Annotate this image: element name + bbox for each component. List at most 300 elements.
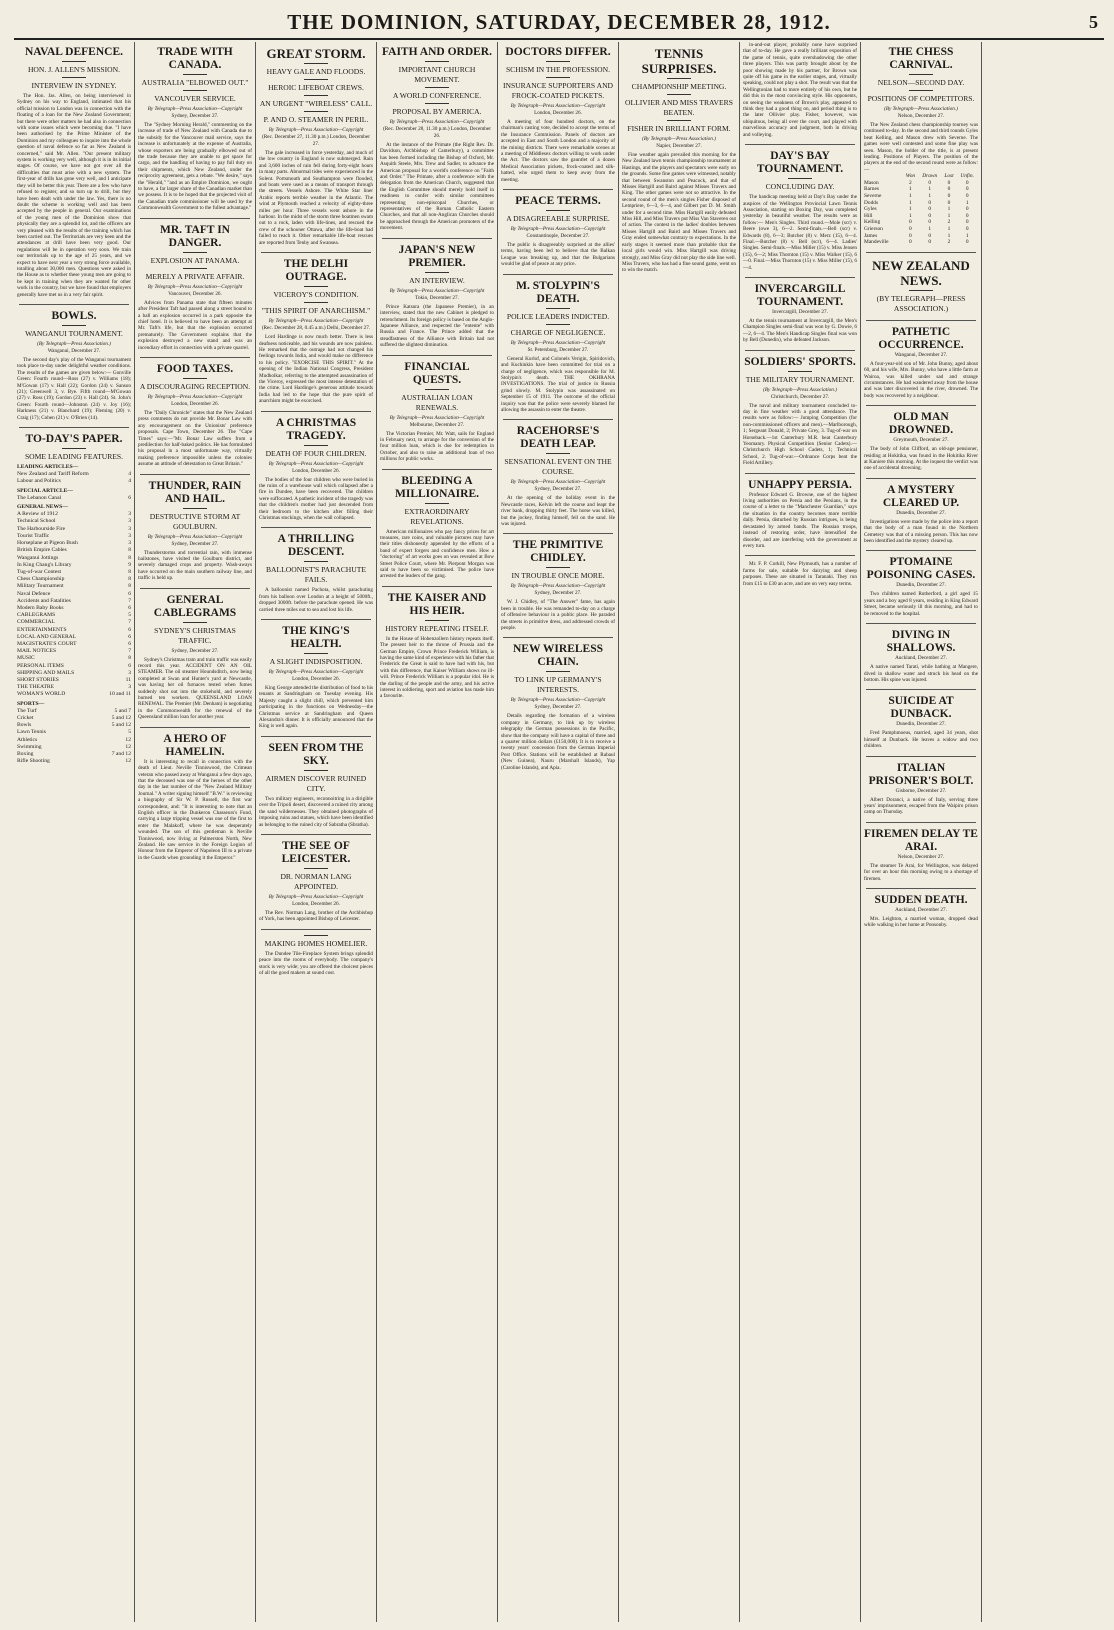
article [259,935,373,977]
article [138,480,252,582]
headline-rule [425,503,449,504]
article-headline: RACEHORSE'S DEATH LEAP. [516,425,600,451]
table-header-cell: Lost [944,173,954,180]
article-dateline: Nelson, December 27. [897,853,945,860]
article-subheading: VANCOUVER SERVICE. [154,94,236,103]
headline-rule [62,325,86,326]
article-byline: By Telegraph—Press Association—Copyright [147,106,243,112]
article-body: Two children named Rutherford, a girl aged 15 years and a boy aged 8 years, residing in King Edward Street, became seriously ill this morning, and had to be removed to the hospital. [864,591,978,617]
index-item-page: 11 [125,676,131,683]
article-body: A balloonist named Pachota, whilst parachuting from his balloon over London at a height of 5000ft., dropped 3000ft. before the parachute opened. He was carried three miles out to sea and lost his life. [259,587,373,613]
index-item [17,729,131,736]
article [259,258,373,404]
index-item-page: 4 [128,478,131,485]
article-body: Thunderstorms and torrential rain, with immense hailstones, have visited the Goulburn district, and severely damaged crops and property. Wash-aways have occurred on the main southern railway line, and traffic is held up. [138,549,252,582]
article-byline: By Telegraph—Press Association—Copyright [510,697,606,704]
article-subheading: DEATH OF FOUR CHILDREN. [265,448,367,458]
article-body: A meeting of four hundred doctors, on the chairman's casting vote, decided to accept the terms of the Insurance Commission. Panels of doctors are accepted in East and South London and a majority of the mining districts. There were remarkable scenes at a meeting of Middlesex doctors willing to work under the Act. The doctors saw the gauntlet of a dozen Medical Association pickets, frock-coated and silk-hatted, who urged them to keep away from the meeting. [501,119,615,183]
headline-rule [62,77,86,78]
table-cell: Mason [864,179,879,186]
article [380,46,494,232]
article [138,733,252,862]
table-cell: 0 [947,179,951,186]
article-body: Professor Edward G. Browne, one of the highest living authorities on Persia and the Persians, in the course of a letter to the "Manchester Guardian," says the situation in the country becomes more terrible daily. Persia, disturbed by Russian intrigues, is being devastated by armed bands. The Russian troops, instead of restoring order, have intensified the disorder, and are interfering with the government at every turn. [743,491,857,549]
table-cell: 0 [909,219,912,226]
index-item-label: Rifle Shooting [17,758,50,765]
article [864,326,978,399]
index-item-label: The Lebanon Canal [17,494,62,501]
headline-rule [425,272,449,273]
headline-rule [304,63,328,64]
article-headline: SUDDEN DEATH. [874,893,968,906]
newspaper-title: THE DOMINION, SATURDAY, DECEMBER 28, 1912. [287,10,831,34]
index-item-page: 7 [128,597,131,604]
table-cell: Kelling [864,219,881,226]
article-headline: M. STOLYPIN'S DEATH. [516,279,600,305]
headline-rule [425,620,449,621]
article [743,356,857,467]
table-header-cell: Unfin. [960,173,974,180]
headline-rule [909,74,933,75]
article-separator [866,689,976,690]
article-separator [140,218,250,219]
article [259,46,373,246]
index-item-label: WOMAN'S WORLD [17,691,66,698]
table-cell: James [864,232,878,239]
index-item [17,641,131,648]
article-headline: INVERCARGILL TOURNAMENT. [754,282,846,308]
headline-rule [304,445,328,446]
index-item [17,533,131,540]
table-cell: 0 [909,226,912,232]
article-subheading: AUSTRALIAN LOAN RENEWALS. [401,392,473,412]
headline-rule [667,78,691,79]
article-dateline: Constantinople, December 27. [526,233,590,240]
index-item-label: Accidents and Fatalities [17,597,71,604]
article-body: General Kurlof, and Colonels Verigin, Spiridovich, and Kuchinkin have been committed for trial on a charge of negligence, which was responsible for M. Stolypin's death. THE OKHRANA INVESTIGATIONS. The trial of justice in Russia grind slowly. M. Stolypin was assassinated on September 15 of 1911. The outcome of the official inquiry was that the police were severely blamed for allowing the assassin to enter the theatre. [501,355,615,413]
table-cell: 1 [965,232,969,239]
table-cell: 0 [928,212,932,219]
page-number: 5 [1089,12,1098,32]
column-8 [861,42,982,1622]
article [138,363,252,468]
article-separator [261,619,371,620]
headline-rule [425,61,449,62]
article-headline: DIVING IN SHALLOWS. [886,629,956,655]
column-7 [740,42,861,1622]
index-item [17,634,131,641]
article [864,556,978,617]
index-item [17,758,131,765]
index-item [17,605,131,612]
article-dateline: Wanganui, December 27. [894,351,948,358]
headline-rule [304,770,328,771]
article-dateline: Auckland, December 27. [895,655,947,662]
article-dateline: Dunedin, December 27. [896,721,946,728]
index-item-label: Lawn Tennis [17,729,46,736]
article-headline: A HERO OF HAMELIN. [163,732,227,758]
index-item-page: 8 [128,568,131,575]
article-subheading: "THIS SPIRIT OF ANARCHISM." [261,306,371,316]
table-cell: 1 [909,186,912,193]
index-item-page: 5 and 12 [111,722,131,729]
article [259,625,373,730]
article [380,475,494,580]
article-byline: (By Telegraph—Press Association.) [642,136,716,142]
article-subheading: A WORLD CONFERENCE. [392,91,482,100]
article [864,258,978,314]
index-item-page: 6 [128,640,131,647]
index-item-label: British Empire Cables [17,547,67,554]
article-body: The Dundee Tile-Fireplace System brings splendid peace into the rooms of everybody. The company's stock is very wide; you are offered the choicest pieces of all the good makers at sound cost. [259,950,373,976]
article-subheading: A DISAGREEABLE SURPRISE. [506,214,610,224]
article-headline: THE KING'S HEALTH. [282,625,350,651]
article-subheading: A DISCOURAGING RECEPTION. [139,381,251,391]
article-headline: GREAT STORM. [266,46,366,61]
article [501,280,615,414]
article-dateline: Greymouth, December 27. [893,437,949,444]
article-separator [382,469,492,470]
article-separator [382,355,492,356]
article-body: The Victorian Premier, Mr. Watt, sails for England in February next, to arrange for the conversion of the four million loan, which is due for redemption in October, and also to raise an additional loan of two millions for public works. [380,430,494,463]
headline-rule [183,74,207,75]
article-dateline: Sydney, December 27. [171,647,219,654]
article-subheading: A SLIGHT INDISPOSITION. [269,657,363,667]
article-headline: THE SEE OF LEICESTER. [281,839,351,865]
article-separator [745,473,855,474]
index-item [17,518,131,525]
article-subheading: SYDNEY'S CHRISTMAS TRAFFIC. [154,625,236,645]
table-cell: Severne [864,193,882,200]
headline-rule [183,508,207,509]
index-item-page: 6 [128,494,131,501]
headline-rule [667,94,691,95]
article-subheading: CHARGE OF NEGLIGENCE. [510,327,606,337]
article [501,539,615,631]
article-body: Details regarding the formation of a wireless company in Germany, to link up by wireless telegraphy the German possessions in the Pacific, show that the company will have a capital of three and a quarter million dollars (£150,000). It is to receive a twenty years' concession from the German Imperial Post Office. Stations will be established at Rabaul (New Guinea), Nauru (Marshall Islands), Yap (Caroline Islands), and Apia. [501,713,615,771]
index-item [17,670,131,677]
index-item [17,526,131,533]
article-separator [503,274,613,275]
article-dateline: London, December 26. [292,900,340,907]
table-cell: 0 [965,212,969,219]
article-headline: BOWLS. [51,310,97,322]
article-headline: DAY'S BAY TOURNAMENT. [756,150,844,176]
column-5 [498,42,619,1622]
article-subheading: VICEROY'S CONDITION. [273,290,359,300]
article-subheading: INTERVIEW IN SYDNEY. [31,81,117,90]
article-headline: PTOMAINE POISONING CASES. [866,556,976,582]
article-separator [866,320,976,321]
article-headline: MR. TAFT IN DANGER. [160,223,230,249]
article-subheading: OLLIVIER AND MISS TRAVERS BEATEN. [625,98,733,117]
article-headline: FINANCIAL QUESTS. [404,360,470,386]
article-dateline: Christchurch, December 27. [770,393,830,400]
table-cell: 1 [909,193,912,200]
table-cell: 2 [947,239,951,246]
index-item [17,569,131,576]
article-body: Mrs. Leighton, a married woman, dropped dead while walking in her home at Ponsonby. [864,915,978,929]
article-separator [261,929,371,930]
column-9 [982,42,1103,1622]
index-item [17,627,131,634]
article [743,561,857,587]
table-cell: Hill [864,212,873,219]
table-cell: 0 [965,186,969,193]
article-separator [745,144,855,145]
index-item-label: Technical School [17,518,56,525]
table-header-row [864,173,978,180]
article-byline: By Telegraph—Press Association—Copyright [147,393,243,400]
article-body: In the House of Hohenzollern history repeats itself. The present heir to the throne of Prussia and the German Empire, Crown Prince Frederick William, is having the same kind of experience with his father that Frederick the Great is said to have had with his, but with this difference, that Kaiser William shows no ill-will. Prince Frederick William is a popular idol. He is the darling of the people and the army, and his active interest in soldiering, sport and aviation has made him a favourite. [380,635,494,700]
article-byline: By Telegraph—Press Association—Copyright [389,119,485,125]
index-item-page: 5 and 12 [111,714,131,721]
article-subheading: HEROIC LIFEBOAT CREWS. [268,83,364,92]
article-subheading: HEAVY GALE AND FLOODS. [266,67,366,76]
article-body: W. J. Chidley, of "The Answer" fame, has again been in trouble. He was remanded to-day on a charge of offensive behaviour in a public place. He paraded the streets in primitive dress, and addressed crowds of people. [501,599,615,631]
article [138,224,252,351]
article-body: Sydney's Christmas tram and train traffic was easily record this year. ACCIDENT ON AN OIL STEAMER. The oil steamer Houndsditch, now being completed at Swan and Hunter's yard at Newcastle, was having her oil furnaces tested when fumes suddenly shot out into the stokehold, and severely burned ten workers. QUEENSLAND LOAN RENEWAL. The Premier (Mr. Denham) is negotiating in the Commonwealth for the renewal of the Queensland million loan for another year. [138,656,252,721]
index-item-label: SHIPPING AND MAILS [17,669,75,676]
index-item [17,715,131,722]
index-item [17,540,131,547]
article-body: At the instance of the Primate (the Right Rev. Dr. Davidson, Archbishop of Canterbury), a committee has been formed including the Bishop of Oxford, Mr. Asquith Steele, Mrs. Trew and Sadler, to advance the American proposal for a world's conference on "Faith and Order." The Primate, after a conference with the delegation from the American Church, suggested that the English Committee should merely hold itself in readiness to confer with similar committees representing non-episcopal Churches, or representatives of the Roman Catholic Eastern Churches, and that all non-Anglican Churches should be approached through the American promoters of the movement. [380,142,494,232]
article [864,484,978,545]
article [864,46,978,246]
article-dateline: Sydney, December 27. [534,486,582,493]
article-body: The Hon. Jas. Allen, on being interviewed in Sydney on his way to England, intimated that his official mission to London was in connection with the floating of a loan for the New Zealand Government; but there were other matters he had also in connection with some issues which were becoming due. "I have been authorised by the Prime Minister of the Dominion and my colleagues to inquire into the whole question of naval defence so far as New Zealand is concerned," said Mr. Allen. "Our present military system is working very well, although it is in its initial stages. Of course, we have not got over all the difficulties that must arise with a new system. The first-year of drills has gone very well, and I anticipate they will be better this year. There are a few who have refused to register, and so turn up to drill, but they have been dealt with under the law. Yes, there is no doubt the scheme is working well and has been accepted by the people in general. Our examinations of the young men of the Dominion show that physically they are a splendid lot, and the officers are very pleased with the results of the training which has been carried out. The Territorials are very keen and the attendances at drill have been very good. Our regulations will be in operation very soon. We train our territorials up to the age of 25 years, and we expect to have next year a very strong force available, totalling about 30,000 men. Questions were asked in the House as to whether these young men are going to be kept in training when they are wanted for other work in the country, but we have found that employers generally have met us in a very fair spirit. [17,93,131,298]
index-item-label: Tourist Traffic [17,532,50,539]
table-cell: 1 [909,199,912,206]
article [259,742,373,828]
article-body: Prince Katsura (the Japanese Premier), in an interview, stated that the new Cabinet is pledged to retrenchment. Its foreign policy is based on the Anglo-Japanese Alliance, and respected the "entente" with Russia and France. The Prince added that the steadfastness of the Alliance with Britain had not suffered the slightest diminution. [380,303,494,349]
article-subheading: EXPLOSION AT PANAMA. [150,255,240,265]
headline-rule [304,561,328,562]
index-group-title: SPECIAL ARTICLE— [17,487,73,494]
headline-rule [183,90,207,91]
article-dateline: London, December 26. [292,676,340,683]
article-dateline: (Rec. December 27, 11.30 p.m.) London, December 27. [262,134,370,147]
article-separator [866,252,976,253]
article-dateline: Invercargill, December 27. [772,308,828,315]
article-dateline: Melbourne, December 27. [409,421,465,428]
table-row [864,213,978,220]
article [501,195,615,268]
article-byline: By Telegraph—Press Association—Copyright [268,669,364,676]
article-separator [261,834,371,835]
article-subheading: INSURANCE SUPPORTERS AND FROCK-COATED PICKETS. [502,81,614,100]
index-item [17,691,131,698]
article-body: The bodies of the four children who were buried in the ruins of a warehouse wall which collapsed after a fire in Dundee, have been recovered. The children were suffocated. A pathetic incident of the tragedy was that the children's mother had just descended from their bedroom to the kitchen after filling their Christmas stockings, when the wall collapsed. [259,476,373,521]
table-header-cell: Drawn [922,173,938,180]
headline-rule [909,90,933,91]
article-subheading: AN INTERVIEW. [409,275,465,285]
article-headline: DOCTORS DIFFER. [505,46,611,58]
article-body: The second day's play of the Wanganui tournament took place to-day under delightful weather conditions. The results of the games are given below:— Gonville Green: Fourth round—Ross (27) v. Williams (18); M'Gowan (17) v. Hall (22); Gordon (24) v. Sanson (21); Greenwell 3, v. Bye. Fifth round—M'Gowan (27) v. Ross (19); Gordon (23) v. Hall (24). St. John's Green: Fourth round—Johnston (24) v. Joy (16); Harkness (21) v. Blanchard (19); Fleming (20) v. Craig (17); Cohen (21) v. O'Brien (14). [17,357,131,421]
index-item-page: 6 [128,604,131,611]
headline-rule [788,178,812,179]
article-body: It is interesting to recall in connection with the death of Lieut. Neville Tinniswood, the Crimean veteran who passed away at Wanganui a few days ago, that the deceased was one of the heroes of the other day in the last number of the "New Zealand Military Journal." A writer signing himself "B.W." is reviewing a biography of Sir W. P. Russell, the first war correspondent, and: "It is interesting to note that an English officer in the Dunkeron Chasseurs's Fund, carrying a large tripping vessel was one of the first to enter the Malakoff, where he was desperately wounded. The son of this gentleman is Neville Tinniswood, now living at Palmerston North, New Zealand. He saw service in the Foreign Legion of Honour from the Emperor of Napoleon III to a private in the Guards when grounding it the Emperor." [138,758,252,861]
article [259,533,373,613]
index-item [17,722,131,729]
article-subheading: SOME LEADING FEATURES. [24,452,124,462]
index-item-page: 10 and 11 [109,691,131,698]
index-item [17,677,131,684]
article-subheading: AUSTRALIA "ELBOWED OUT." [141,78,249,87]
index-item-page: 3 [128,518,131,525]
article-dateline: Tokio, December 27. [415,294,459,301]
article-separator [503,637,613,638]
article-subheading: SCHISM IN THE PROFESSION. [505,65,611,74]
index-item-page: 8 [128,583,131,590]
article-byline: By Telegraph—Press Association—Copyright [147,533,243,540]
article-headline: ITALIAN PRISONER'S BOLT. [868,761,974,787]
article-dateline: Vancouver, December 26. [168,290,222,297]
index-item-label: SHORT STORIES [17,676,59,683]
index-item [17,511,131,518]
article [138,594,252,721]
headline-rule [546,671,570,672]
article-headline: THE PRIMITIVE CHIDLEY. [512,539,604,565]
article-subheading: (BY TELEGRAPH—PRESS ASSOCIATION.) [876,293,966,313]
article-body: The handicap meeting held at Day's Bay under the auspices of the Wellington Provincial Lawn Tennis Association, starting on Boxing Day, was completed yesterday in beautiful weather. The results were as follow:— Men's Singles. Third round.—Mole (scr) v. Beere (owe 3), 6—2. Semi-finals.—Bell (scr) v. Edwards (8), 6—3; Butcher (8) v. Merz (15), 6—4. Final.—Butcher (8) v. Bell (scr), 6—4. Ladies' Singles. Semi-finals.—Miss Miller (15) v. Miss Jensen (15), 6—2; Miss Thornton (15) v. Miss Walker (15), 6—0. Final.—Miss Thornton (15) v. Miss Miller (15), 6—4. [743,194,857,271]
article-headline: TENNIS SURPRISES. [641,46,717,76]
article-subheading: CONCLUDING DAY. [765,182,835,192]
article-byline: By Telegraph—Press Association—Copyright [510,226,606,233]
article-body: Fred Pamphmoeus, married, aged 34 years, shot himself at Dunback. He leaves a widow and two children. [864,730,978,750]
headline-rule [304,95,328,96]
headline-rule [546,567,570,568]
headline-rule [304,111,328,112]
index-item-label: Military Tournament [17,583,64,590]
index-item [17,598,131,605]
headline-rule [183,252,207,253]
article-byline: By Telegraph—Press Association—Copyright [268,318,364,325]
index-item-label: A Review of 1912 [17,511,58,518]
headline-rule [546,453,570,454]
table-cell: 0 [965,239,969,246]
index-item-page: 7 and 12 [111,750,131,757]
table-cell: Gyles [864,206,877,213]
article-byline: By Telegraph—Press Association—Copyright [510,583,606,590]
article-subheading: AN URGENT "WIRELESS" CALL. [259,99,373,108]
article [380,244,494,349]
article [864,695,978,749]
article-body: The naval and military tournament concluded to-day in fine weather with a good attendance. The results were as follow:— Jumping Competition (for non-commissioned officers and men).—Marlborough, 1; Sergeant Donald, 2; Private Grey, 3. Tug-of-war on Horseback.—1st Canterbury M.R. beat Canterbury Yeomanry. Physical Competition (Senior Cadets).—Christchurch High School Cadets, 1; Technical School, 2. Tug-of-war.—Ordnance Corps beat the Field Artillery. [743,402,857,467]
article-body: in-and-out player, probably none have surprised that of to-day. He gave a really brilliant exposition of the game of tennis, quite overshadowing the other three players. This was partly brought about by the poor showing made by his partner, for Brown was quite off his game in the earlier stages, and, virtually speaking, could not play a shot. The result was that the Wellingtonian had to more entirely of his own, but he did this in the most convincing style. His opponents, on seeing the weakness of Brown's play, appeared to think they had a good thing on, and period thing is to the later Ollivier play. Fisher, however, was ubiquitous, being all over the court, and played with marvellous accuracy and judgment, both in driving and volleying. [743,42,857,138]
article-dateline: Sydney, December 27. [171,540,219,547]
article-headline: A THRILLING DESCENT. [277,533,355,559]
article-byline: By Telegraph—Press Association—Copyright [268,460,364,467]
article-headline: A MYSTERY CLEARED UP. [882,483,960,509]
article-dateline: Dunedin, December 27. [896,582,946,589]
article-separator [866,550,976,551]
article [864,411,978,472]
index-item-label: Modern Baby Books [17,604,64,611]
index-item-label: ENTERTAINMENTS [17,626,67,633]
index-item-label: Athletics [17,736,38,743]
article-subheading: CHAMPIONSHIP MEETING. [631,82,727,91]
index-item-label: MAIL NOTICES [17,648,57,655]
article-body: A native named Tarati, while bathing at Mangere, dived in shallow water and struck his head on the bottom. His spine was injured. [864,664,978,683]
article-subheading: P. AND O. STEAMER IN PERIL. [263,115,369,124]
table-cell: 0 [928,179,932,186]
article [864,629,978,683]
column-4 [377,42,498,1622]
table-cell: 0 [965,226,969,232]
headline-rule [667,120,691,121]
index-item-page: 3 [128,669,131,676]
index-item [17,555,131,562]
article-subheading: WANGANUI TOURNAMENT. [25,329,123,338]
article-subheading: TO LINK UP GERMANY'S INTERESTS. [514,675,602,695]
article [259,417,373,522]
table-cell: 0 [947,199,951,206]
article-separator [745,350,855,351]
index-item-page: 3 [128,684,131,691]
article-dateline: Auckland, December 27. [895,906,947,913]
table-cell: 0 [928,199,932,206]
article-headline: THE KAISER AND HIS HEIR. [387,591,487,617]
article-subheading: THE MILITARY TOURNAMENT. [745,374,855,384]
article-separator [261,411,371,412]
headline-rule [546,77,570,78]
article-byline: (By Telegraph—Press Association.) [763,386,837,393]
article-separator [382,586,492,587]
article-separator [261,736,371,737]
article-separator [140,727,250,728]
article-headline: OLD MAN DROWNED. [888,411,954,437]
article-headline: SOLDIERS' SPORTS. [744,355,856,368]
contents-index [17,464,131,765]
index-item-page: 6 [128,633,131,640]
index-item [17,708,131,715]
table-cell: 1 [928,186,932,193]
headline-rule [425,103,449,104]
table-cell: 1 [965,199,969,206]
article-headline: PATHETIC OCCURRENCE. [878,325,964,351]
article [743,150,857,271]
column-6 [619,42,740,1622]
table-cell: 0 [947,186,951,193]
table-cell: 0 [909,239,912,246]
headline-rule [304,79,328,80]
index-item [17,591,131,598]
article [743,42,857,138]
article-body: The "Daily Chronicle" states that the New Zealand press comments do not provide Mr. Bonar Law with any encouragement on the Unionists' preference proposals. Cape Town, December 26. The "Cape Times" says:—"Mr. Bonar Law suffers from a predilection for half-baked politics. He has formulated his proposal in a most unfortunate way, virtually making preference impossible unless the colonies assume an attitude of detestation to Great Britain." [138,409,252,468]
article-body: At the tennis tournament at Invercargill, the Men's Champion Singles semi-final was won by G. Dowie, 6—2, 6—4. The Men's Handicap Singles final was won by Bell (Dunedin), who defeated Jackson. [743,317,857,344]
index-item [17,684,131,691]
article-separator [866,888,976,889]
article-headline: A CHRISTMAS TRAGEDY. [275,416,357,442]
index-item-label: Boxing [17,750,34,757]
article [17,433,131,765]
article-byline: By Telegraph—Press Association—Copyright [268,127,364,133]
article-headline: TRADE WITH CANADA. [157,46,233,71]
article-separator [503,189,613,190]
index-item [17,612,131,619]
column-2 [135,42,256,1622]
article-headline: THUNDER, RAIN AND HAIL. [148,479,242,505]
index-item-label: CABLEGRAMS [17,612,56,619]
table-row [864,206,978,213]
article-body: The Rev. Norman Lang, brother of the Archbishop of York, has been appointed Bishop of Leicester. [259,909,373,923]
article-separator [866,623,976,624]
article-subheading: NELSON—SECOND DAY. [877,78,965,87]
article [380,361,494,463]
table-cell: 2 [947,219,951,226]
table-cell: 1 [928,226,932,232]
